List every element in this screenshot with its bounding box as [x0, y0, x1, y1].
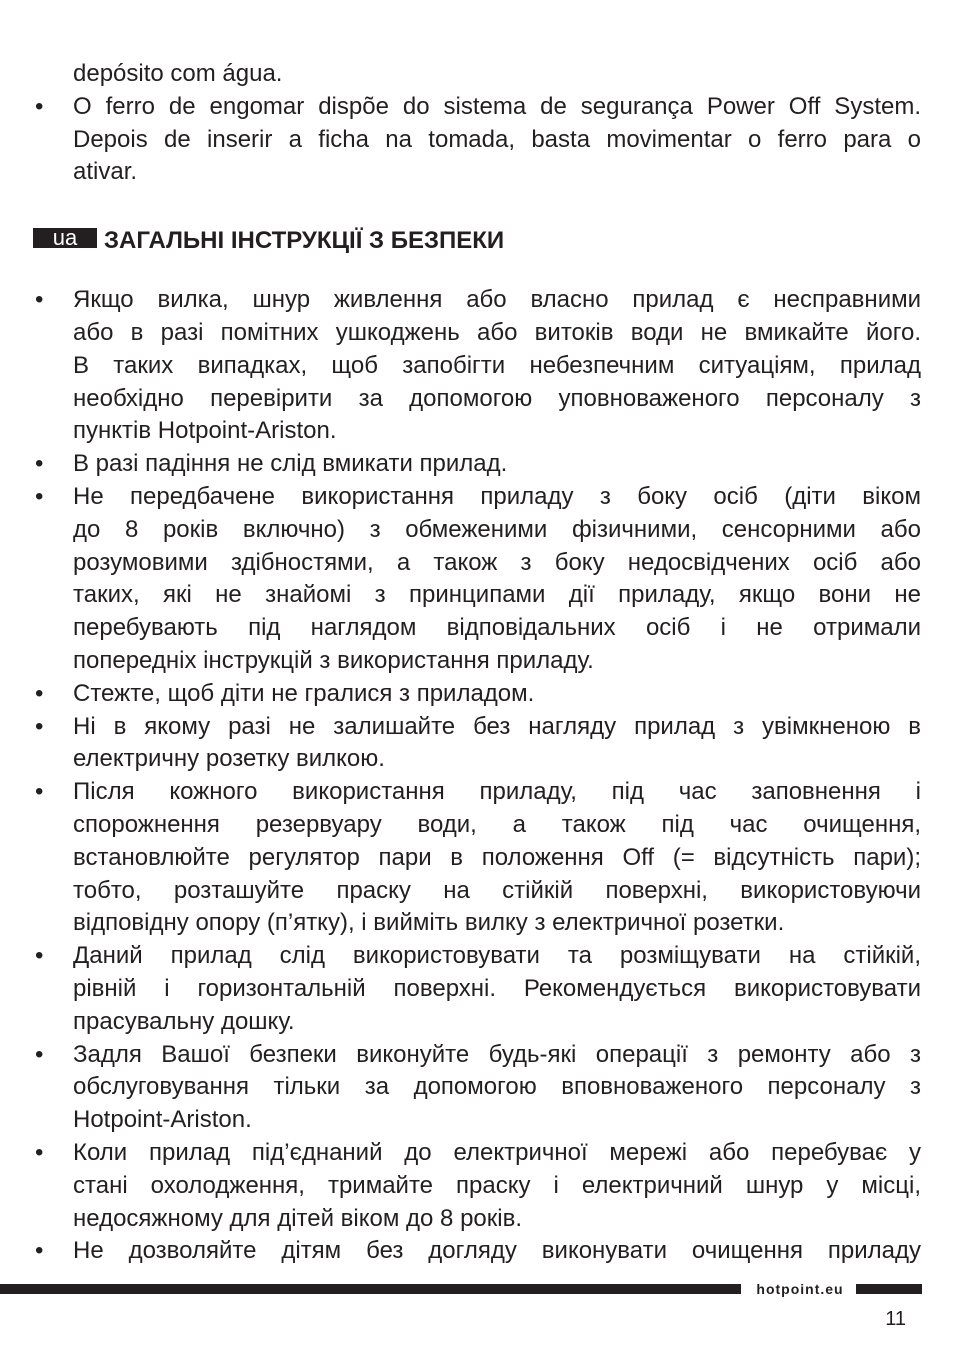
list-item-line: Після кожного використання приладу, під час заповнення і	[73, 778, 921, 806]
intro-line: O ferro de engomar dispõe do sistema de segurança Power Off System.	[73, 92, 921, 120]
footer-rule-right	[856, 1284, 922, 1294]
list-item-line: розумовими здібностями, а також з боку недосвідчених осіб або	[73, 548, 921, 576]
list-item-line: Даний прилад слід використовувати та розміщувати на стійкій,	[73, 942, 921, 970]
list-item-line: тобто, розташуйте праску на стійкій поверхні, використовуючи	[73, 876, 921, 904]
list-item-line: Не дозволяйте дітям без догляду виконувати очищення приладу	[73, 1237, 921, 1265]
list-item-line: встановлюйте регулятор пари в положення Off (= відсутність пари);	[73, 843, 921, 871]
safety-instructions-list	[0, 284, 954, 1268]
bullet-marker: •	[35, 482, 44, 510]
list-item	[35, 481, 921, 678]
list-item-line: Коли прилад під’єднаний до електричної мережі або перебуває у	[73, 1138, 921, 1166]
bullet-marker: •	[35, 1237, 44, 1265]
list-item-line: перебувають під наглядом відповідальних осіб і не отримали	[73, 614, 921, 642]
list-item	[35, 678, 921, 711]
list-item-line: до 8 років включно) з обмеженими фізичними, сенсорними або	[73, 515, 921, 543]
list-item-line: таких, які не знайомі з принципами дії приладу, якщо вони не	[73, 581, 921, 609]
intro-line: Depois de inserir a ficha na tomada, basta movimentar o ferro para o	[73, 125, 921, 153]
intro-line: depósito com água.	[73, 60, 283, 87]
list-item	[35, 711, 921, 777]
list-item	[35, 940, 921, 1038]
list-item-line: Не передбачене використання приладу з боку осіб (діти віком	[73, 482, 921, 510]
footer-brand: hotpoint.eu	[756, 1281, 844, 1297]
list-item	[35, 284, 921, 448]
list-item-line: прасувальну дошку.	[73, 1007, 295, 1035]
bullet-marker: •	[35, 712, 44, 740]
list-item-line: електричну розетку вилкою.	[73, 745, 385, 773]
page-content	[0, 58, 954, 1268]
bullet-marker: •	[35, 942, 44, 970]
list-item	[35, 776, 921, 940]
bullet-marker: •	[35, 679, 44, 707]
list-item	[35, 1137, 921, 1235]
list-item-line: пунктів Hotpoint-Ariston.	[73, 417, 337, 445]
list-item-line: Ні в якому разі не залишайте без нагляду прилад з увімкненою в	[73, 712, 921, 740]
list-item	[35, 1039, 921, 1137]
list-item-line: обслуговування тільки за допомогою вповноваженого персоналу з	[73, 1073, 921, 1101]
bullet-marker: •	[35, 778, 44, 806]
list-item-line: В разі падіння не слід вмикати прилад.	[73, 450, 508, 478]
page-number: 11	[885, 1308, 906, 1330]
list-item	[35, 448, 921, 481]
list-item-line: В таких випадках, щоб запобігти небезпечним ситуаціям, прилад	[73, 351, 921, 379]
intro-bullet-item	[35, 91, 921, 189]
list-item-line: відповідну опору (п’ятку), і вийміть вилку з електричної розетки.	[73, 909, 785, 937]
list-item-line: стані охолодження, тримайте праску і електричний шнур у місці,	[73, 1171, 921, 1199]
list-item-line: Стежте, щоб діти не гралися з приладом.	[73, 679, 535, 707]
list-item-line: спорожнення резервуару води, а також під час очищення,	[73, 810, 921, 838]
bullet-marker: •	[35, 450, 44, 478]
footer-rule-left	[0, 1284, 741, 1294]
list-item-line: рівній і горизонтальній поверхні. Рекомендується використовувати	[73, 974, 921, 1002]
list-item-line: недосяжному для дітей віком до 8 років.	[73, 1204, 523, 1232]
list-item-line: Hotpoint-Ariston.	[73, 1106, 252, 1134]
list-item-line: Якщо вилка, шнур живлення або власно прилад є несправними	[73, 286, 921, 314]
bullet-marker: •	[35, 286, 44, 314]
language-tag: ua	[33, 228, 97, 248]
list-item-line: або в разі помітних ушкоджень або витоків води не вмикайте його.	[73, 318, 921, 346]
list-item-line: необхідно перевірити за допомогою уповноваженого персоналу з	[73, 384, 921, 412]
bullet-marker: •	[35, 1138, 44, 1166]
intro-line: ativar.	[73, 158, 138, 186]
section-heading	[0, 222, 954, 256]
intro-paragraph	[73, 58, 921, 91]
list-item	[35, 1235, 921, 1268]
bullet-marker: •	[35, 92, 44, 120]
list-item-line: попередніх інструкцій з використання приладу.	[73, 646, 594, 674]
list-item-line: Задля Вашої безпеки виконуйте будь-які операції з ремонту або з	[73, 1040, 921, 1068]
bullet-marker: •	[35, 1040, 44, 1068]
section-title: ЗАГАЛЬНІ ІНСТРУКЦІЇ З БЕЗПЕКИ	[104, 227, 505, 255]
